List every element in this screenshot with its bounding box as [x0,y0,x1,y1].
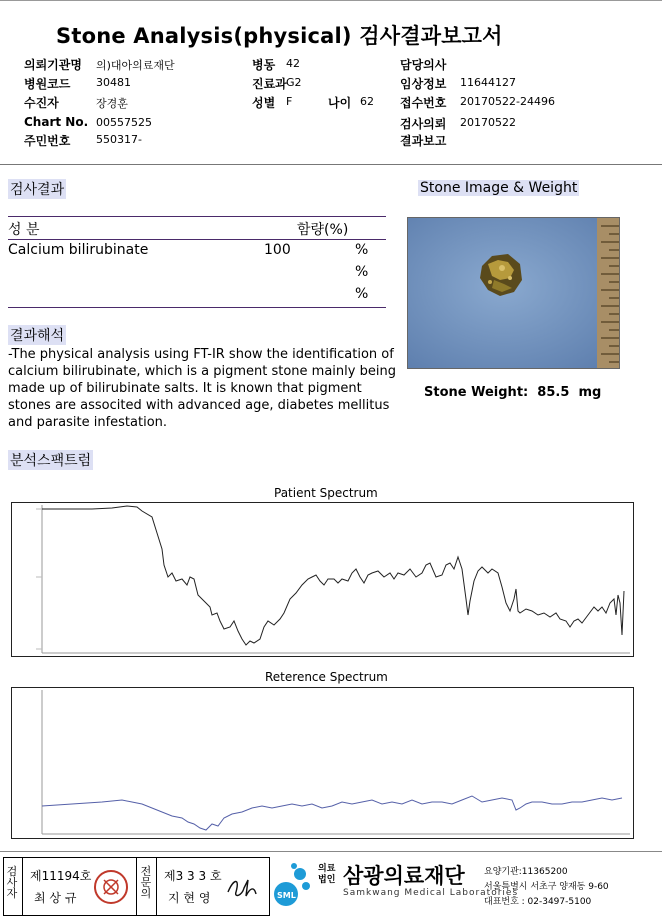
table-header-rule [8,239,386,240]
value-chart-no: 00557525 [96,116,152,129]
label-department: 진료과 [252,77,287,91]
scale-ruler [597,218,619,368]
examiner-label: 검사자 [6,865,18,900]
sml-logo [272,862,312,908]
org-legal-type: 의료법인 [318,864,336,885]
label-doctor: 담당의사 [400,58,447,72]
patient-spectrum-plot [11,502,634,657]
result-row-unit: % [355,286,369,302]
stone-photo [407,217,620,369]
weight-unit: mg [578,385,602,400]
result-row-name: Calcium bilirubinate [8,242,149,258]
divider [22,858,23,915]
specialist-label: 전문의 [140,865,152,900]
footer-rule [0,851,662,852]
reference-spectrum-plot [11,687,634,839]
examiner-name: 최 상 규 [34,891,77,905]
care-code: 요양기관:11365200 [484,867,568,877]
signature-box [3,857,270,916]
label-resident-no: 주민번호 [24,134,71,148]
patient-spectrum-title: Patient Spectrum [274,486,378,500]
value-ward: 42 [286,57,300,70]
table-top-rule [8,216,386,217]
label-request-date: 검사의뢰 [400,117,447,131]
stone-heading: Stone Image & Weight [420,180,578,196]
value-institution: 의)대아의료재단 [96,59,175,72]
result-row-amount: 100 [264,242,291,258]
label-institution: 의뢰기관명 [24,58,82,72]
divider [136,858,137,915]
value-clinical-info: 11644127 [460,76,516,89]
label-chart-no: Chart No. [24,115,89,129]
value-request-date: 20170522 [460,116,516,129]
label-receipt-no: 접수번호 [400,96,447,110]
org-phone: 대표번호 : 02-3497-5100 [484,897,592,907]
section-divider [0,164,662,165]
label-ward: 병동 [252,58,276,72]
column-component: 성 분 [8,222,40,238]
result-row-unit: % [355,264,369,280]
stone-weight [424,385,601,400]
column-amount: 함량(%) [297,222,349,238]
specialist-signature [224,872,264,902]
table-bottom-rule [8,307,386,308]
org-english-name: Samkwang Medical Laboratories [343,888,519,898]
divider [156,858,157,915]
label-sex: 성별 [252,96,276,110]
examiner-license: 제11194호 [30,869,92,883]
org-name: 삼광의료재단 [343,864,465,888]
result-heading: 검사결과 [8,179,66,199]
label-patient: 수진자 [24,96,59,110]
spectrum-heading: 분석스팩트럼 [8,450,93,470]
value-age: 62 [360,95,374,108]
value-hospital-code: 30481 [96,76,131,89]
result-row-unit: % [355,242,369,258]
interpretation-heading: 결과해석 [8,325,66,345]
weight-label: Stone Weight: [424,385,529,400]
value-patient: 장경훈 [96,97,128,110]
reference-spectrum-title: Reterence Spectrum [265,670,388,684]
value-sex: F [286,95,293,108]
sml-logo-text: SML [277,891,296,900]
interpretation-text: -The physical analysis using FT-IR show the identification of calcium bilirubinate, which is a pigment stone mainly being made up of bilirubinate salts. It is known that pigment stones are associted with advanced age, diabetes mellitus and parasite infestation. [8,347,396,430]
value-department: G2 [286,76,302,89]
label-hospital-code: 병원코드 [24,77,71,91]
specialist-license: 제3 3 3 호 [164,869,222,883]
org-address: 서울특별시 서초구 양재동 9-60 [484,882,609,892]
top-rule [0,0,662,1]
weight-value: 85.5 [537,385,570,400]
label-age: 나이 [328,96,352,110]
value-receipt-no: 20170522-24496 [460,95,555,108]
value-resident-no: 550317- [96,133,142,146]
label-report-date: 결과보고 [400,134,447,148]
specialist-name: 지 현 영 [168,891,211,905]
examiner-seal [94,870,128,904]
report-title: Stone Analysis(physical) 검사결과보고서 [56,24,503,48]
label-clinical-info: 임상정보 [400,77,447,91]
